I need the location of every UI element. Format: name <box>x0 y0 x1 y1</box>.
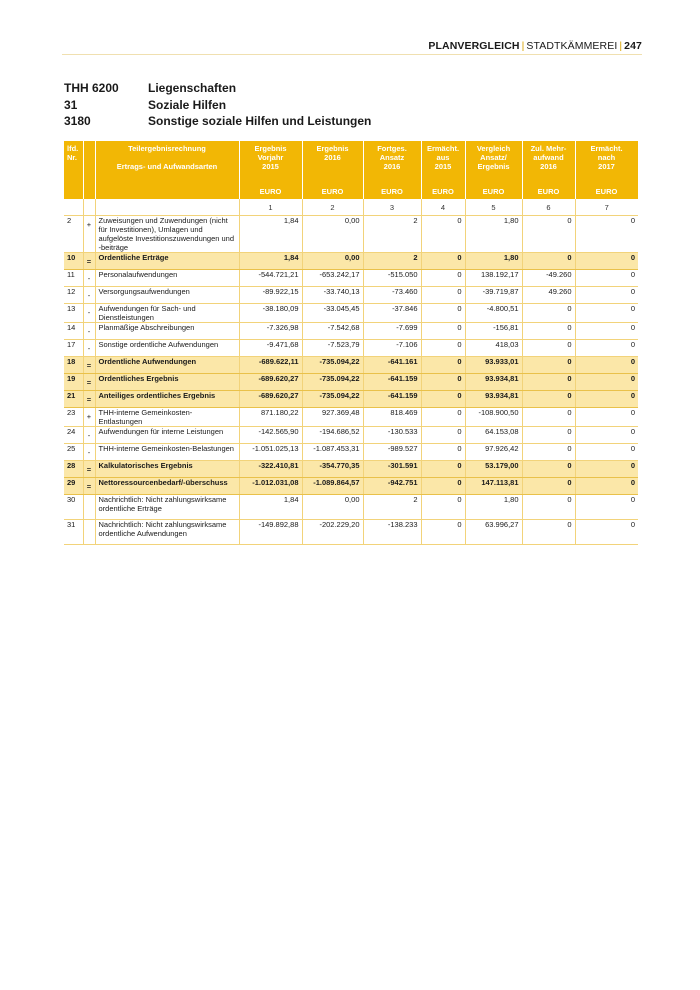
header-col-line: Ergebnis Vorjahr <box>254 144 287 162</box>
value-cell: 93.933,01 <box>465 357 522 374</box>
row-number: 24 <box>64 427 83 444</box>
value-cell: -9.471,68 <box>239 340 302 357</box>
running-header: PLANVERGLEICH | STADTKÄMMEREI | 247 <box>428 40 642 52</box>
value-cell: 0 <box>421 270 465 287</box>
value-cell: -1.012.031,08 <box>239 478 302 495</box>
value-cell: -202.229,20 <box>302 520 363 545</box>
row-operator: - <box>83 323 95 340</box>
header-description: Teilergebnisrechnung Ertrags- und Aufwandsarten <box>95 141 239 184</box>
value-cell: -39.719,87 <box>465 287 522 304</box>
row-label: Nachrichtlich: Nicht zahlungswirksame ordentliche Erträge <box>95 495 239 520</box>
header-col-line: 2017 <box>598 162 615 171</box>
title-row <box>64 97 371 114</box>
value-cell: -89.922,15 <box>239 287 302 304</box>
table-row <box>64 495 638 520</box>
header-col-line: Fortges. Ansatz <box>377 144 407 162</box>
table-row <box>64 216 638 253</box>
value-cell: -689.622,11 <box>239 357 302 374</box>
value-cell: 1,80 <box>465 216 522 253</box>
value-cell: 1,80 <box>465 253 522 270</box>
row-number: 30 <box>64 495 83 520</box>
value-cell: 818.469 <box>363 408 421 427</box>
value-cell: 0 <box>421 216 465 253</box>
value-cell: -641.159 <box>363 391 421 408</box>
unit-label: EURO <box>465 184 522 199</box>
header-col-line: Ergebnis <box>477 162 510 171</box>
table-body <box>64 216 638 545</box>
row-operator: - <box>83 270 95 287</box>
value-cell: -142.565,90 <box>239 427 302 444</box>
value-cell: -7.106 <box>363 340 421 357</box>
row-number: 19 <box>64 374 83 391</box>
table-row-total <box>64 391 638 408</box>
value-cell: 0 <box>522 340 575 357</box>
title-code: 31 <box>64 97 78 112</box>
value-cell: -515.050 <box>363 270 421 287</box>
column-number: 3 <box>363 199 421 216</box>
value-cell: -33.740,13 <box>302 287 363 304</box>
value-cell: 0 <box>522 323 575 340</box>
row-operator: = <box>83 478 95 495</box>
unit-label: EURO <box>522 184 575 199</box>
table-row <box>64 304 638 323</box>
row-number: 21 <box>64 391 83 408</box>
row-label: Nettoressourcenbedarf/-überschuss <box>95 478 239 495</box>
value-cell: 147.113,81 <box>465 478 522 495</box>
unit-label: EURO <box>421 184 465 199</box>
value-cell: -641.159 <box>363 374 421 391</box>
table-row-total <box>64 461 638 478</box>
table-row-total <box>64 478 638 495</box>
value-cell: -7.326,98 <box>239 323 302 340</box>
row-operator: = <box>83 374 95 391</box>
value-cell: 0 <box>421 427 465 444</box>
value-cell: 64.153,08 <box>465 427 522 444</box>
value-cell: 0 <box>575 408 638 427</box>
value-cell: 93.934,81 <box>465 391 522 408</box>
value-cell: 871.180,22 <box>239 408 302 427</box>
row-operator: - <box>83 340 95 357</box>
value-cell: 0 <box>421 357 465 374</box>
row-label: Planmäßige Abschreibungen <box>95 323 239 340</box>
row-operator: = <box>83 461 95 478</box>
value-cell: 1,84 <box>239 495 302 520</box>
header-col-line: nach <box>597 153 616 162</box>
value-cell: 0 <box>522 478 575 495</box>
row-operator: + <box>83 408 95 427</box>
value-cell: 0 <box>575 495 638 520</box>
row-number: 2 <box>64 216 83 253</box>
title-code: THH 6200 <box>64 81 119 95</box>
value-cell: 0 <box>522 216 575 253</box>
results-table <box>64 141 639 545</box>
value-cell: 0 <box>522 374 575 391</box>
row-number: 13 <box>64 304 83 323</box>
header-col <box>363 141 421 184</box>
title-row <box>64 113 371 130</box>
value-cell: 97.926,42 <box>465 444 522 461</box>
row-label: Sonstige ordentliche Aufwendungen <box>95 340 239 357</box>
value-cell: 0 <box>421 478 465 495</box>
value-cell: 0 <box>522 461 575 478</box>
header-col-line: Zul. Mehr- <box>530 144 567 153</box>
row-operator: = <box>83 391 95 408</box>
row-operator: - <box>83 444 95 461</box>
row-label: Ordentliche Erträge <box>95 253 239 270</box>
value-cell: 418,03 <box>465 340 522 357</box>
value-cell: -1.089.864,57 <box>302 478 363 495</box>
row-number: 23 <box>64 408 83 427</box>
row-label: Anteiliges ordentliches Ergebnis <box>95 391 239 408</box>
title-name: Soziale Hilfen <box>148 97 227 112</box>
value-cell: 0,00 <box>302 495 363 520</box>
column-number: 6 <box>522 199 575 216</box>
value-cell: -641.161 <box>363 357 421 374</box>
value-cell: 927.369,48 <box>302 408 363 427</box>
header-section: PLANVERGLEICH <box>428 40 520 52</box>
row-number: 29 <box>64 478 83 495</box>
value-cell: 0 <box>421 520 465 545</box>
value-cell: -7.523,79 <box>302 340 363 357</box>
value-cell: -130.533 <box>363 427 421 444</box>
header-col-line: aus <box>436 153 450 162</box>
value-cell: 0 <box>575 270 638 287</box>
table-row <box>64 270 638 287</box>
row-label: Aufwendungen für interne Leistungen <box>95 427 239 444</box>
header-col-line: Ermächt. <box>590 144 623 153</box>
value-cell: -354.770,35 <box>302 461 363 478</box>
unit-label: EURO <box>363 184 421 199</box>
value-cell: -942.751 <box>363 478 421 495</box>
row-label: Personalaufwendungen <box>95 270 239 287</box>
column-number: 1 <box>239 199 302 216</box>
row-label: Ordentliche Aufwendungen <box>95 357 239 374</box>
value-cell: 0 <box>421 374 465 391</box>
value-cell: 0,00 <box>302 253 363 270</box>
value-cell: 0,00 <box>302 216 363 253</box>
column-number: 4 <box>421 199 465 216</box>
value-cell: -108.900,50 <box>465 408 522 427</box>
title-code: 3180 <box>64 114 91 128</box>
table-row <box>64 408 638 427</box>
value-cell: -544.721,21 <box>239 270 302 287</box>
value-cell: -322.410,81 <box>239 461 302 478</box>
value-cell: -7.542,68 <box>302 323 363 340</box>
value-cell: -7.699 <box>363 323 421 340</box>
column-number: 5 <box>465 199 522 216</box>
value-cell: 0 <box>522 427 575 444</box>
value-cell: 0 <box>522 357 575 374</box>
column-number: 7 <box>575 199 638 216</box>
value-cell: 0 <box>421 444 465 461</box>
header-rule <box>62 54 642 55</box>
value-cell: 0 <box>421 304 465 323</box>
value-cell: 1,84 <box>239 216 302 253</box>
page-number: 247 <box>624 40 642 52</box>
value-cell: -1.051.025,13 <box>239 444 302 461</box>
value-cell: 0 <box>421 495 465 520</box>
header-col <box>421 141 465 184</box>
row-operator <box>83 495 95 520</box>
value-cell: -37.846 <box>363 304 421 323</box>
table-row-total <box>64 253 638 270</box>
row-label: THH-interne Gemeinkosten-Belastungen <box>95 444 239 461</box>
row-label: Versorgungsaufwendungen <box>95 287 239 304</box>
row-label: Ordentliches Ergebnis <box>95 374 239 391</box>
table-row-total <box>64 374 638 391</box>
unit-label: EURO <box>575 184 638 199</box>
row-number: 18 <box>64 357 83 374</box>
header-col <box>575 141 638 184</box>
value-cell: 0 <box>575 478 638 495</box>
value-cell: -735.094,22 <box>302 357 363 374</box>
value-cell: -33.045,45 <box>302 304 363 323</box>
value-cell: -138.233 <box>363 520 421 545</box>
row-label: Aufwendungen für Sach- und Dienstleistungen <box>95 304 239 323</box>
row-operator: - <box>83 287 95 304</box>
value-cell: 0 <box>421 340 465 357</box>
value-cell: 0 <box>575 461 638 478</box>
value-cell: 1,84 <box>239 253 302 270</box>
title-row <box>64 80 371 97</box>
title-name: Liegenschaften <box>148 81 237 95</box>
value-cell: 0 <box>421 461 465 478</box>
row-label: Nachrichtlich: Nicht zahlungswirksame ordentliche Aufwendungen <box>95 520 239 545</box>
table-row <box>64 340 638 357</box>
value-cell: 0 <box>575 253 638 270</box>
value-cell: -301.591 <box>363 461 421 478</box>
value-cell: -989.527 <box>363 444 421 461</box>
value-cell: 0 <box>522 495 575 520</box>
value-cell: 0 <box>575 444 638 461</box>
row-number: 31 <box>64 520 83 545</box>
row-operator: - <box>83 427 95 444</box>
row-operator: = <box>83 357 95 374</box>
value-cell: -689.620,27 <box>239 374 302 391</box>
value-cell: -735.094,22 <box>302 391 363 408</box>
value-cell: 0 <box>575 391 638 408</box>
table-row <box>64 427 638 444</box>
header-col-line: 2015 <box>262 162 279 171</box>
header-col-line: 2016 <box>324 153 341 162</box>
row-number: 10 <box>64 253 83 270</box>
value-cell: -156,81 <box>465 323 522 340</box>
value-cell: 0 <box>421 391 465 408</box>
value-cell: 0 <box>522 520 575 545</box>
row-number: 14 <box>64 323 83 340</box>
header-col-line: Ermächt. <box>426 144 460 153</box>
value-cell: 2 <box>363 253 421 270</box>
value-cell: 0 <box>575 427 638 444</box>
value-cell: -1.087.453,31 <box>302 444 363 461</box>
title-block <box>64 80 371 130</box>
row-operator: - <box>83 304 95 323</box>
value-cell: -149.892,88 <box>239 520 302 545</box>
unit-label: EURO <box>302 184 363 199</box>
row-number: 12 <box>64 287 83 304</box>
table-row <box>64 323 638 340</box>
value-cell: -653.242,17 <box>302 270 363 287</box>
value-cell: 0 <box>575 304 638 323</box>
header-col <box>302 141 363 184</box>
row-operator: + <box>83 216 95 253</box>
value-cell: 0 <box>575 216 638 253</box>
unit-label: EURO <box>239 184 302 199</box>
header-col-line: Vergleich <box>476 144 511 153</box>
value-cell: -49.260 <box>522 270 575 287</box>
row-number: 11 <box>64 270 83 287</box>
value-cell: 0 <box>421 287 465 304</box>
header-col-line: 2016 <box>540 162 557 171</box>
header-col-line: Ergebnis <box>316 144 349 153</box>
header-col <box>522 141 575 184</box>
header-col <box>465 141 522 184</box>
row-label: Zuweisungen und Zuwendungen (nicht für Investitionen), Umlagen und aufgelöste Investitionszuwendungen und -beiträge <box>95 216 239 253</box>
value-cell: 49.260 <box>522 287 575 304</box>
value-cell: 0 <box>575 323 638 340</box>
row-operator: = <box>83 253 95 270</box>
value-cell: 0 <box>421 323 465 340</box>
row-number: 17 <box>64 340 83 357</box>
row-number: 28 <box>64 461 83 478</box>
row-label: THH-interne Gemeinkosten-Entlastungen <box>95 408 239 427</box>
header-col-line: 2015 <box>434 162 452 171</box>
value-cell: 0 <box>575 374 638 391</box>
value-cell: 0 <box>575 287 638 304</box>
value-cell: 1,80 <box>465 495 522 520</box>
row-operator <box>83 520 95 545</box>
header-col <box>239 141 302 184</box>
value-cell: 0 <box>522 253 575 270</box>
header-department: STADTKÄMMEREI <box>526 40 618 52</box>
value-cell: 0 <box>575 357 638 374</box>
value-cell: 2 <box>363 495 421 520</box>
value-cell: 0 <box>575 520 638 545</box>
row-label: Kalkulatorisches Ergebnis <box>95 461 239 478</box>
value-cell: 93.934,81 <box>465 374 522 391</box>
table-row <box>64 444 638 461</box>
value-cell: -689.620,27 <box>239 391 302 408</box>
value-cell: -735.094,22 <box>302 374 363 391</box>
table-row-total <box>64 357 638 374</box>
header-col-line: Ansatz/ <box>480 153 507 162</box>
value-cell: 0 <box>421 253 465 270</box>
value-cell: 0 <box>522 408 575 427</box>
value-cell: -73.460 <box>363 287 421 304</box>
column-number: 2 <box>302 199 363 216</box>
row-number: 25 <box>64 444 83 461</box>
value-cell: 0 <box>522 304 575 323</box>
value-cell: 2 <box>363 216 421 253</box>
value-cell: 0 <box>575 340 638 357</box>
value-cell: -38.180,09 <box>239 304 302 323</box>
value-cell: 138.192,17 <box>465 270 522 287</box>
table-row <box>64 520 638 545</box>
value-cell: -194.686,52 <box>302 427 363 444</box>
header-col-line: 2016 <box>383 162 401 171</box>
title-name: Sonstige soziale Hilfen und Leistungen <box>148 114 372 128</box>
header-lfd-nr: lfd. Nr. <box>64 141 83 184</box>
value-cell: 63.996,27 <box>465 520 522 545</box>
table-row <box>64 287 638 304</box>
value-cell: 53.179,00 <box>465 461 522 478</box>
value-cell: 0 <box>421 408 465 427</box>
value-cell: 0 <box>522 444 575 461</box>
value-cell: 0 <box>522 391 575 408</box>
value-cell: -4.800,51 <box>465 304 522 323</box>
header-col-line: aufwand <box>533 153 564 162</box>
